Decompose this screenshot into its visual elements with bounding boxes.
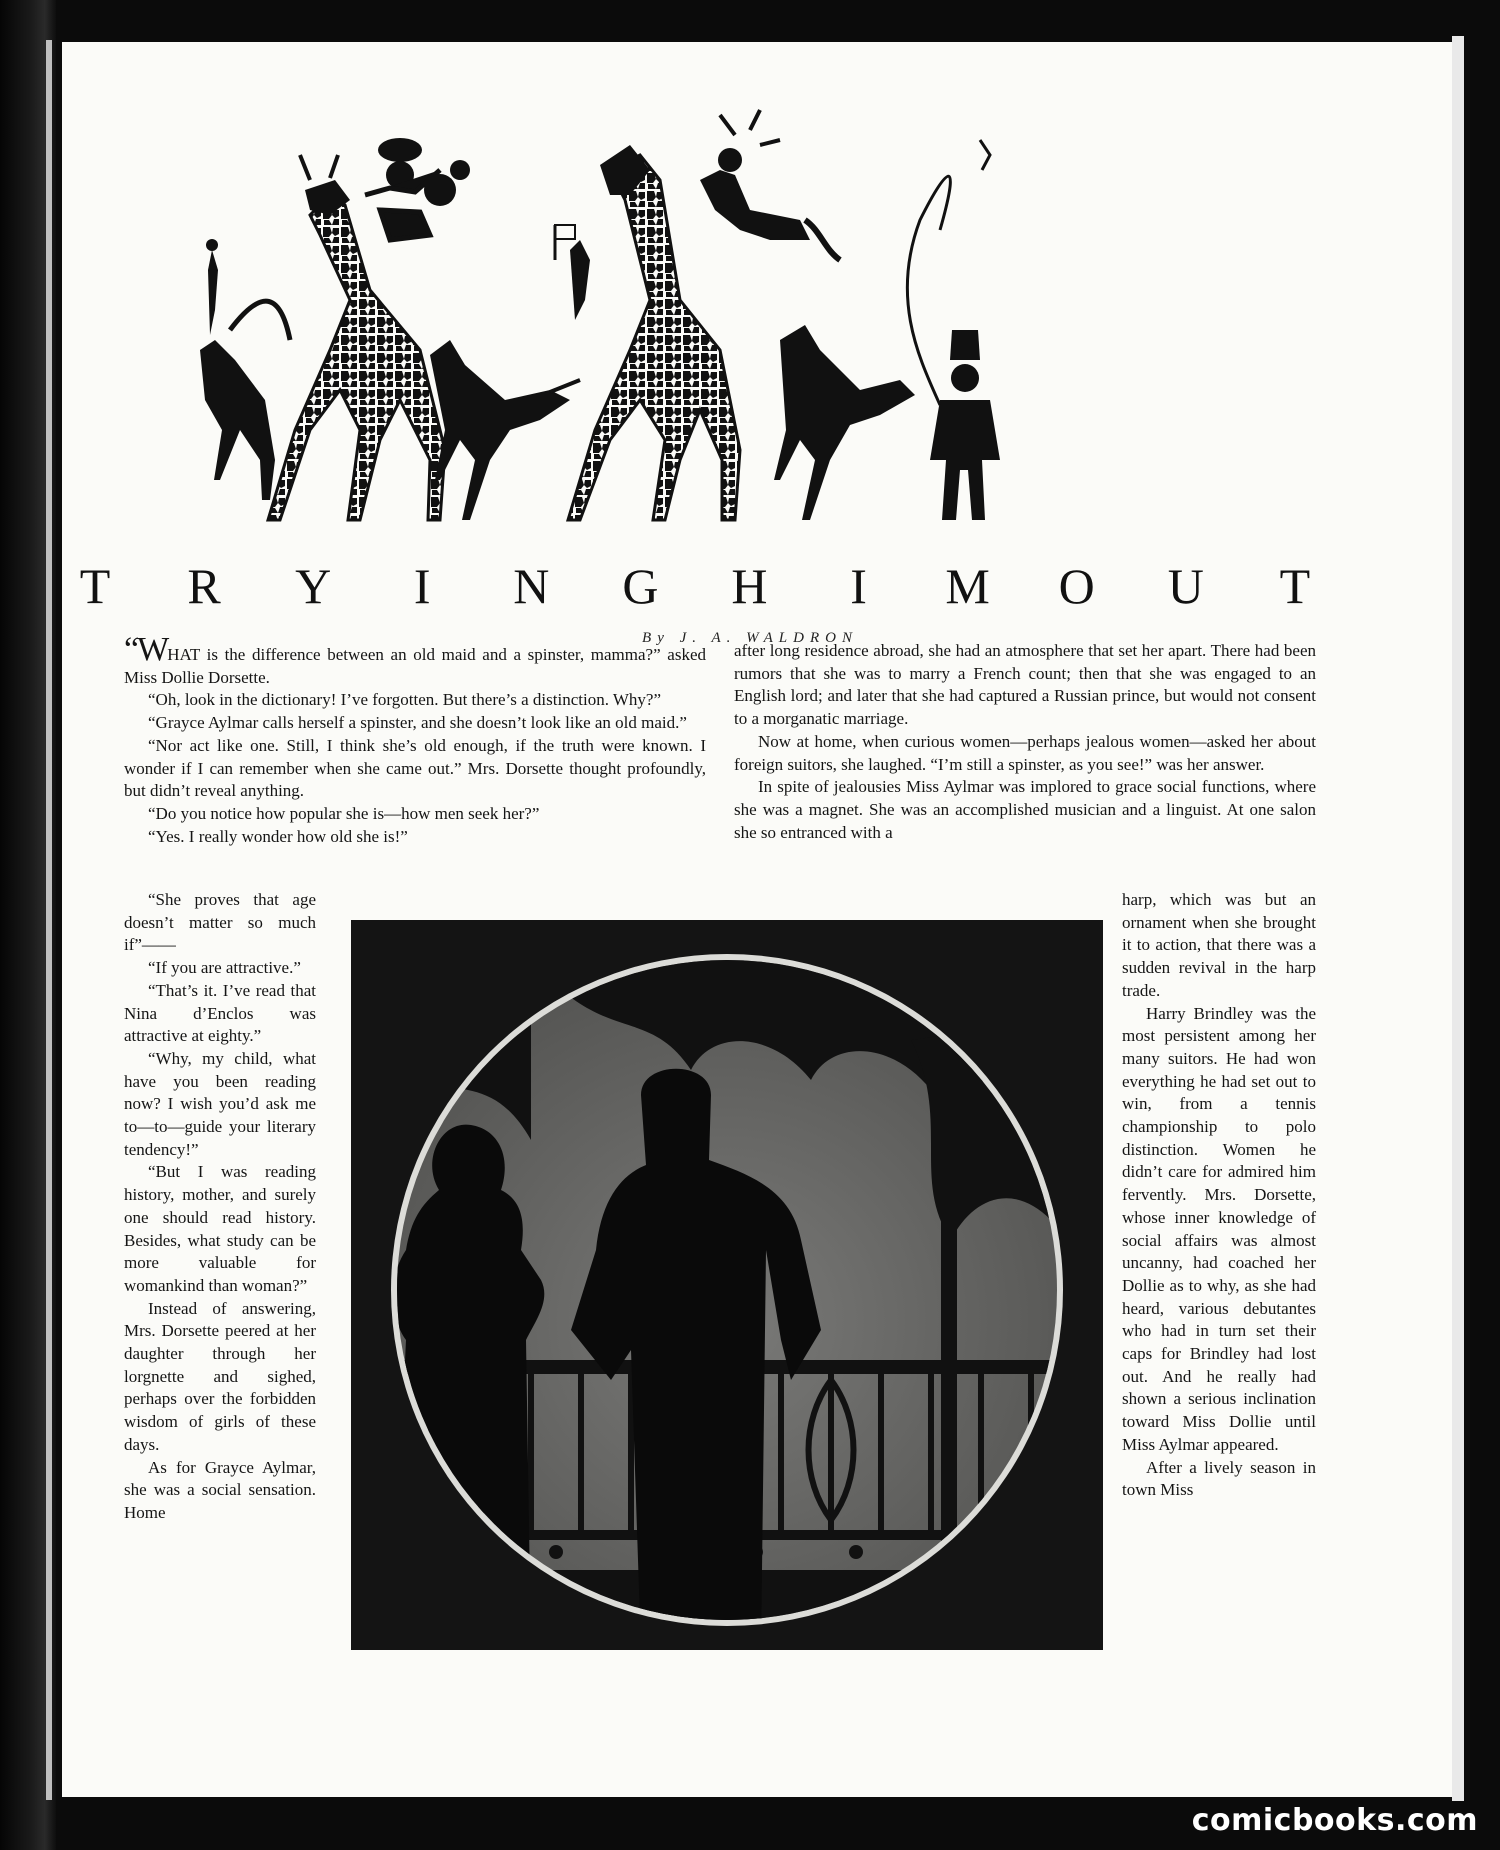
drop-cap: “W <box>124 631 168 668</box>
paragraph: “That’s it. I’ve read that Nina d’Enclos was attractive at eighty.” <box>124 980 316 1046</box>
paragraph: In spite of jealousies Miss Aylmar was implored to grace social functions, where she was a magnet. She was an accomplished musician and a linguist. At one salon she so entranced with a <box>734 777 1316 842</box>
paragraph: Instead of answering, Mrs. Dorsette peered at her daughter through her lorgnette and sighed, perhaps over the forbidden wisdom of girls of these days. <box>124 1298 316 1454</box>
paragraph: After a lively season in town Miss <box>1122 1457 1316 1500</box>
paragraph: Harry Brindley was the most persistent among her many suitors. He had won everything he had set out to win, from a tennis championship to polo distinction. Women he didn’t care for admired him fervently. Mrs. Dorsette, whose inner knowledge of social affairs was almost uncanny, had coached her Dollie as to why, as she had heard, various debutantes who had in turn set their caps for Brindley had lost out. And he really had shown a serious inclination toward Miss Dollie until Miss Aylmar appeared. <box>1122 1003 1316 1454</box>
byline: By J. A. WALDRON <box>642 630 858 646</box>
dancer-rider-icon <box>700 110 840 260</box>
paragraph: “She proves that age doesn’t matter so much if”—— <box>124 890 316 955</box>
title-letter: G <box>622 558 659 614</box>
flag-monkey-icon <box>555 225 590 320</box>
site-watermark: comicbooks.com <box>1191 1803 1478 1838</box>
paragraph-text: HAT is the difference between an old maid and a spinster, mamma?” asked Miss Dollie Dorsette. <box>124 645 706 687</box>
column-left-narrow <box>124 889 316 1525</box>
title-letter: T <box>1279 558 1311 614</box>
circus-giraffe-illustration <box>160 100 1230 540</box>
binding-spine <box>0 0 56 1850</box>
title-letter: Y <box>295 558 332 614</box>
paragraph: “Oh, look in the dictionary! I’ve forgotten. But there’s a distinction. Why?” <box>148 690 662 710</box>
paragraph: “Yes. I really wonder how old she is!” <box>148 826 408 846</box>
small-animal-left-icon <box>200 239 290 500</box>
column-right-top <box>734 640 1316 844</box>
title-letter: I <box>850 558 867 614</box>
paragraph: “Grayce Aylmar calls herself a spinster, and she doesn’t look like an old maid.” <box>148 713 687 733</box>
page-edge <box>46 40 52 1800</box>
title-letter: U <box>1167 558 1204 614</box>
page-gutter <box>1452 36 1464 1801</box>
article-title <box>65 555 1325 617</box>
title-letter: O <box>1058 558 1095 614</box>
running-beast-icon <box>430 340 580 520</box>
column-left-top <box>124 631 706 848</box>
paragraph <box>124 631 706 689</box>
paragraph: “But I was reading history, mother, and surely one should read history. Besides, what study can be more valuable for womankind than woman?” <box>124 1162 316 1295</box>
title-letter: R <box>187 558 221 614</box>
title-letter: T <box>79 558 111 614</box>
acrobat-rider-icon <box>365 138 470 240</box>
ringmaster-icon <box>907 140 1000 520</box>
silhouette-couple-illustration <box>351 920 1103 1650</box>
title-letter: H <box>731 558 768 614</box>
paragraph: “Why, my child, what have you been reading now? I wish you’d ask me to—to—guide your literary tendency!” <box>124 1048 316 1159</box>
column-right-narrow <box>1122 889 1316 1502</box>
title-letter: I <box>413 558 431 614</box>
paragraph: As for Grayce Aylmar, she was a social sensation. Home <box>124 1457 316 1522</box>
paragraph: after long residence abroad, she had an atmosphere that set her apart. There had been rumors that she was to marry a French count; then that she was engaged to an English lord; and later that she had captured a Russian prince, but would not consent to a morganatic marriage. <box>734 641 1316 729</box>
running-beast-right-icon <box>774 325 915 520</box>
paragraph: “Do you notice how popular she is—how men seek her?” <box>148 803 540 823</box>
paragraph: “Nor act like one. Still, I think she’s old enough, if the truth were known. I wonder if I can remember when she came out.” Mrs. Dorsette thought profoundly, but didn’t reveal anything. <box>124 735 706 801</box>
title-letter: M <box>945 558 990 614</box>
paragraph: harp, which was but an ornament when she brought it to action, that there was a sudden revival in the harp trade. <box>1122 890 1316 1000</box>
title-letter: N <box>513 558 550 614</box>
paragraph: “If you are attractive.” <box>148 958 301 978</box>
paragraph: Now at home, when curious women—perhaps jealous women—asked her about foreign suitors, she laughed. “I’m still a spinster, as you see!” was her answer. <box>734 731 1316 774</box>
